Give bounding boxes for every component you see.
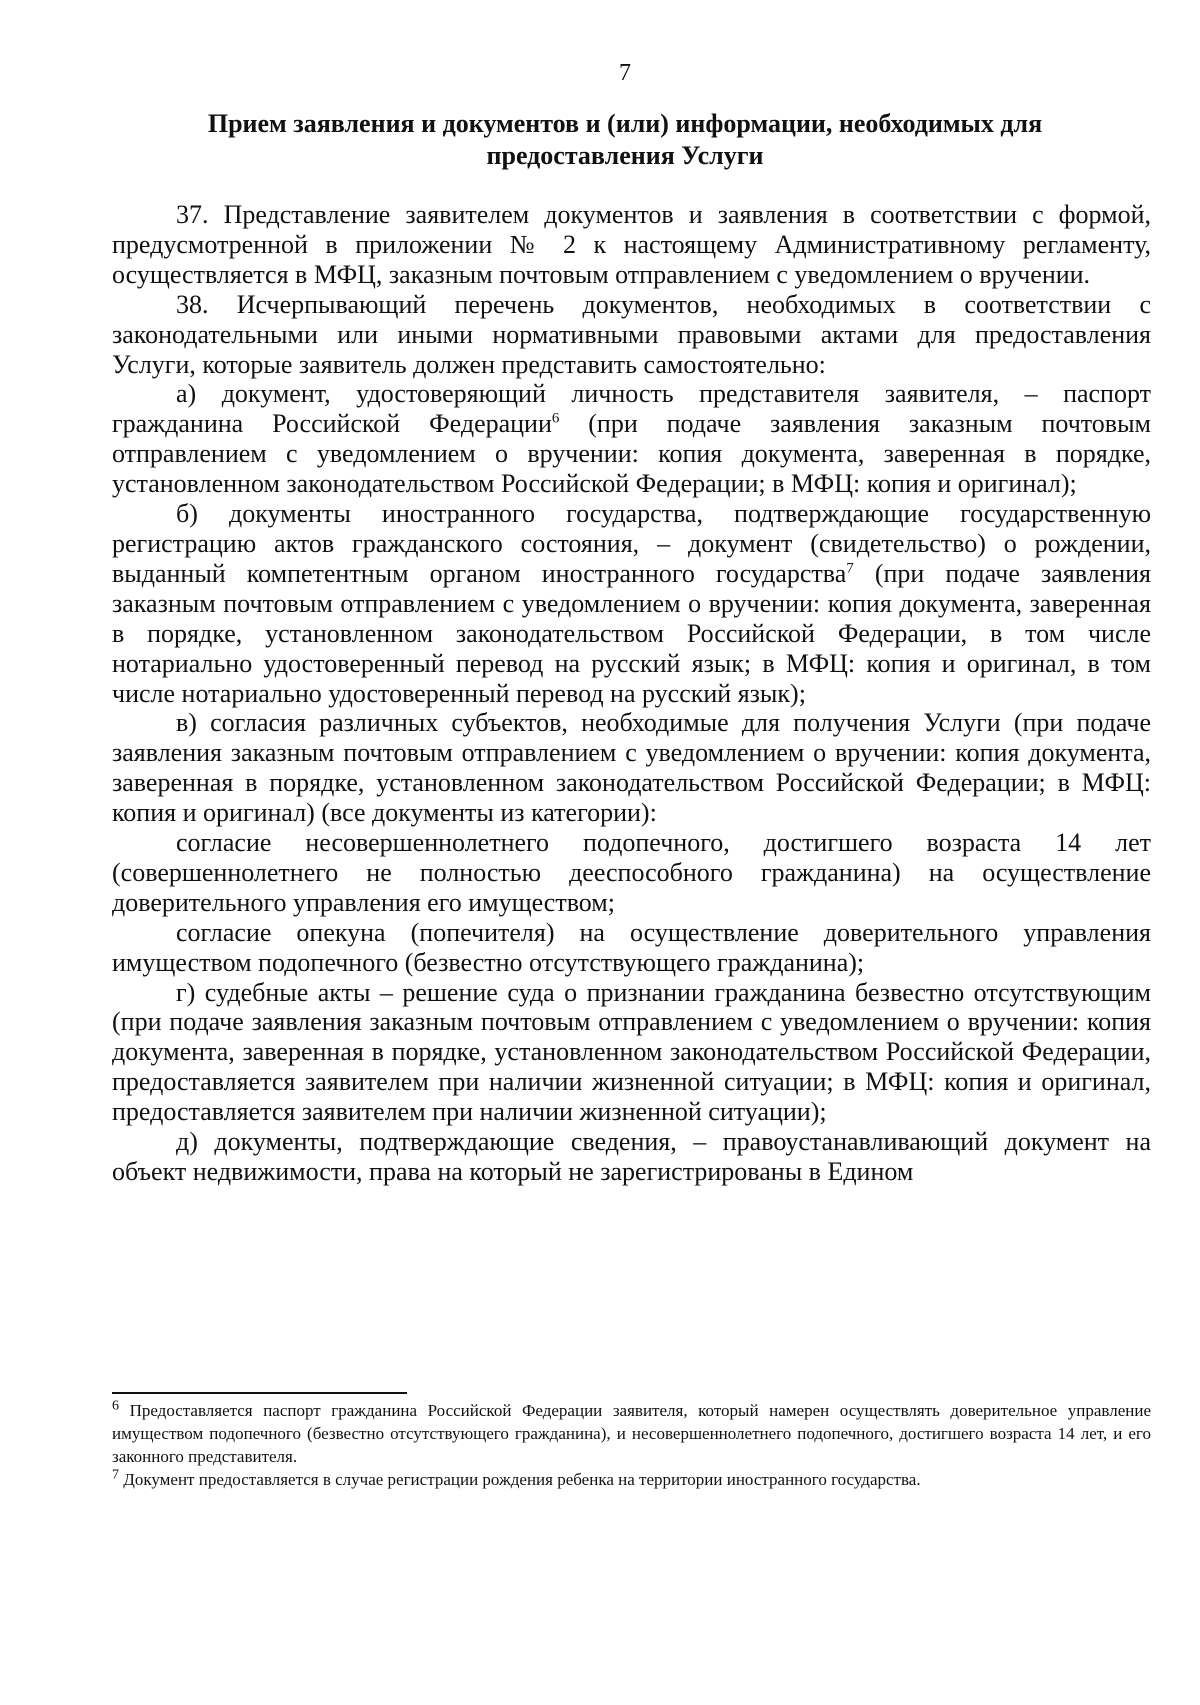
paragraph-38: 38. Исчерпывающий перечень документов, необходимых в соответствии с законодательными или иными нормативными правовыми актами для предоставления Услуги, которые заявитель должен представить самостоятельно: [112, 289, 1151, 379]
footnote-ref-7: 7 [846, 560, 854, 577]
sub-item-consent-minor: согласие несовершеннолетнего подопечного, достигшего возраста 14 лет (совершеннолетнего не полностью дееспособного гражданина) на осуществление доверительного управления его имуществом; [112, 828, 1151, 917]
sub-item-consent-guardian: согласие опекуна (попечителя) на осуществление доверительного управления имуществом подопечного (безвестно отсутствующего гражданина); [112, 917, 1151, 977]
list-item-b-text: б) документы иностранного государства, подтверждающие государственную регистрацию актов гражданского состояния, – документ (свидетельство) о рождении, выданный компетентным органом иностранного государства [112, 499, 1151, 588]
page-number: 7 [619, 60, 631, 86]
footnote-ref-6: 6 [551, 410, 560, 427]
list-item-d: д) документы, подтверждающие сведения, – правоустанавливающий документ на объект недвижимости, права на который не зарегистрированы в Едином [112, 1127, 1151, 1186]
footnote-marker-6: 6 [112, 1398, 119, 1414]
list-item-b-text-cont: (при подаче заявления заказным почтовым отправлением с уведомлением о вручении: копия документа, заверенная в порядке, установленном законодательством Российской Федерации, в том числе нотариально удостоверенный перевод на русский язык; в МФЦ: копия и оригинал, в том числе нотариально удостоверенный перевод на русский язык); [112, 558, 1151, 708]
footnote-7-text: Документ предоставляется в случае регистрации рождения ребенка на территории иностранного государства. [119, 1470, 921, 1489]
list-item-v: в) согласия различных субъектов, необходимые для получения Услуги (при подаче заявления заказным почтовым отправлением с уведомлением о вручении: копия документа, заверенная в порядке, установленном законодательством Российской Федерации; в МФЦ: копия и оригинал) (все документы из категории): [112, 708, 1151, 828]
document-body [112, 200, 1151, 1187]
list-item-a-text: а) документ, удостоверяющий личность представителя заявителя, – паспорт гражданина Российской Федерации [112, 379, 1151, 439]
footnote-marker-7: 7 [112, 1467, 119, 1483]
footnote-divider [112, 1392, 407, 1394]
footnotes [112, 1399, 1151, 1491]
list-item-b [112, 499, 1151, 708]
footnote-7 [112, 1468, 1151, 1491]
list-item-g: г) судебные акты – решение суда о признании гражданина безвестно отсутствующим (при подаче заявления заказным почтовым отправлением с уведомлением о вручении: копия документа, заверенная в порядке, установленном законодательством Российской Федерации, предоставляется заявителем при наличии жизненной ситуации; в МФЦ: копия и оригинал, предоставляется заявителем при наличии жизненной ситуации); [112, 977, 1151, 1127]
list-item-a [112, 379, 1151, 499]
section-title: Прием заявления и документов и (или) информации, необходимых для предоставления Услуги [207, 109, 1043, 170]
footnote-6-text: Предоставляется паспорт гражданина Российской Федерации заявителя, который намерен осуществлять доверительное управление имуществом подопечного (безвестно отсутствующего гражданина), и несовершеннолетнего подопечного, достигшего возраста 14 лет, и его законного представителя. [112, 1401, 1151, 1466]
list-item-a-text-cont: (при подаче заявления заказным почтовым отправлением с уведомлением о вручении: копия документа, заверенная в порядке, установленном законодательством Российской Федерации; в МФЦ: копия и оригинал); [112, 409, 1151, 499]
paragraph-37: 37. Представление заявителем документов и заявления в соответствии с формой, предусмотренной в приложении № 2 к настоящему Административному регламенту, осуществляется в МФЦ, заказным почтовым отправлением с уведомлением о вручении. [112, 200, 1151, 289]
footnote-6 [112, 1399, 1151, 1468]
